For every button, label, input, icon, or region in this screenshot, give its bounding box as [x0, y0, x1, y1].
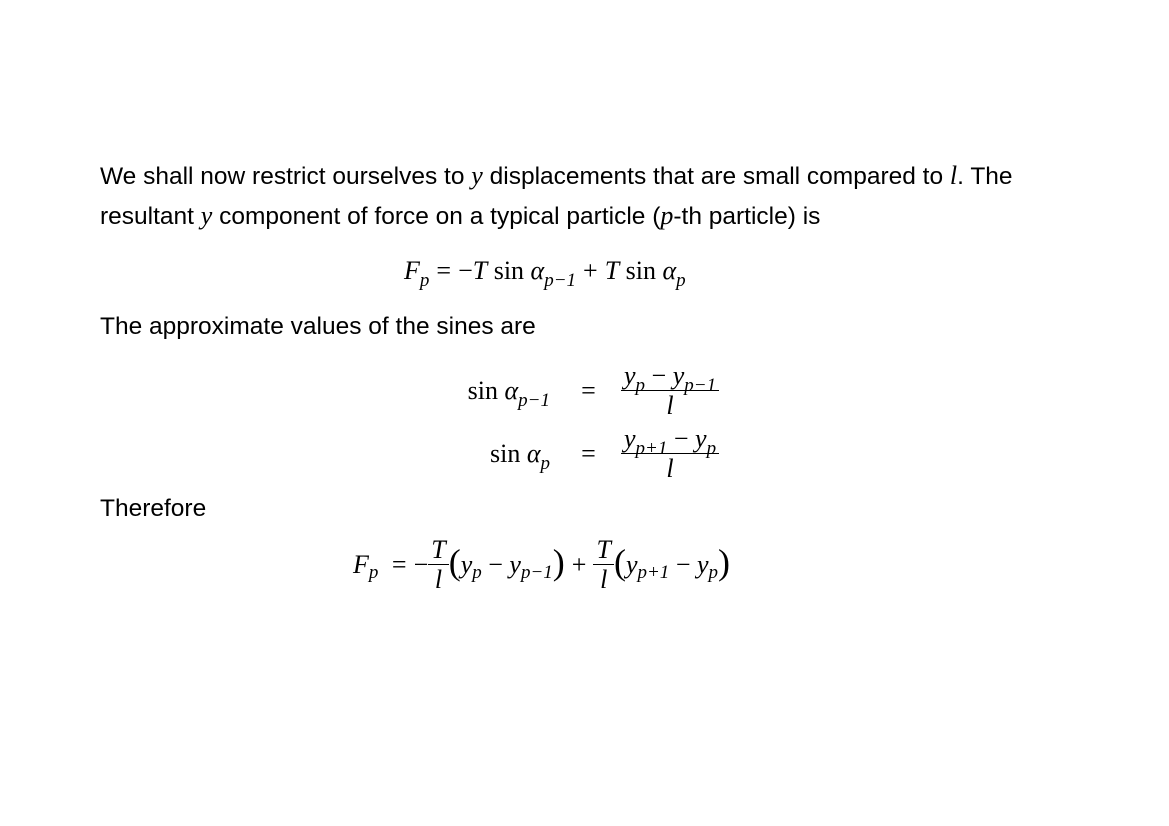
- fraction: [593, 536, 613, 594]
- paragraph-2: [100, 307, 536, 346]
- equation-sine-2: [452, 425, 719, 483]
- math-op: +: [583, 256, 598, 285]
- text-run: Therefore: [100, 495, 207, 522]
- math-var-F: F: [404, 256, 420, 285]
- fraction: [428, 536, 448, 594]
- fraction-denominator: l: [434, 565, 443, 595]
- math-op: =: [581, 438, 596, 468]
- equation-force: [404, 256, 686, 291]
- text-run: -th particle) is: [673, 203, 821, 230]
- text-run: We shall now restrict ourselves to: [100, 163, 472, 190]
- math-sub: p−1: [518, 389, 550, 411]
- fraction-numerator: $y_{p+1} - y_p$: [621, 425, 719, 454]
- math-var-p: p: [660, 201, 674, 230]
- math-op: −: [458, 256, 473, 285]
- equation-force-expanded: $F_p$ = − $\frac{T}{l}$ $(y_p - y_{p-1})$ + $\frac{T}{l}$ $(y_{p+1} - y_p)$: [353, 535, 731, 595]
- fraction-numerator: $y_p - y_{p-1}$: [621, 362, 719, 391]
- math-fn-sin: sin: [493, 256, 525, 285]
- fraction-denominator: l: [666, 454, 674, 484]
- fraction: [621, 362, 719, 420]
- fraction: [621, 425, 719, 483]
- math-sub: p: [676, 270, 686, 291]
- math-sub: p: [419, 270, 430, 291]
- text-run: displacements that are small compared to: [482, 163, 950, 190]
- paragraph-3: [100, 489, 206, 528]
- math-op: =: [436, 256, 452, 285]
- math-op: =: [581, 375, 596, 405]
- paragraph-1: [100, 156, 1013, 236]
- text-run: The approximate values of the sines are: [100, 313, 536, 340]
- math-fn-sin: sin: [625, 256, 657, 285]
- math-var-T: T: [472, 256, 488, 285]
- fraction-numerator: T: [593, 536, 613, 565]
- math-sub: p−1: [544, 270, 577, 291]
- text-run: . The: [957, 163, 1013, 190]
- math-var-alpha: α: [526, 438, 541, 468]
- math-sub: p: [540, 452, 550, 474]
- math-fn-sin: sin: [490, 438, 521, 468]
- fraction-numerator: T: [428, 536, 448, 565]
- fraction-denominator: l: [666, 391, 674, 421]
- math-fn-sin: sin: [467, 375, 499, 405]
- text-run: resultant: [100, 203, 201, 230]
- text-run: component of force on a typical particle (: [212, 203, 661, 230]
- math-var-T: T: [604, 256, 620, 285]
- math-var-y: y: [200, 201, 213, 230]
- equation-sine-1: [452, 362, 719, 420]
- fraction-denominator: l: [600, 565, 608, 595]
- math-var-y: y: [471, 161, 483, 190]
- math-var-alpha: α: [662, 256, 677, 285]
- math-var-alpha: α: [530, 256, 545, 285]
- math-var-alpha: α: [504, 375, 519, 405]
- math-var-l: l: [949, 161, 958, 190]
